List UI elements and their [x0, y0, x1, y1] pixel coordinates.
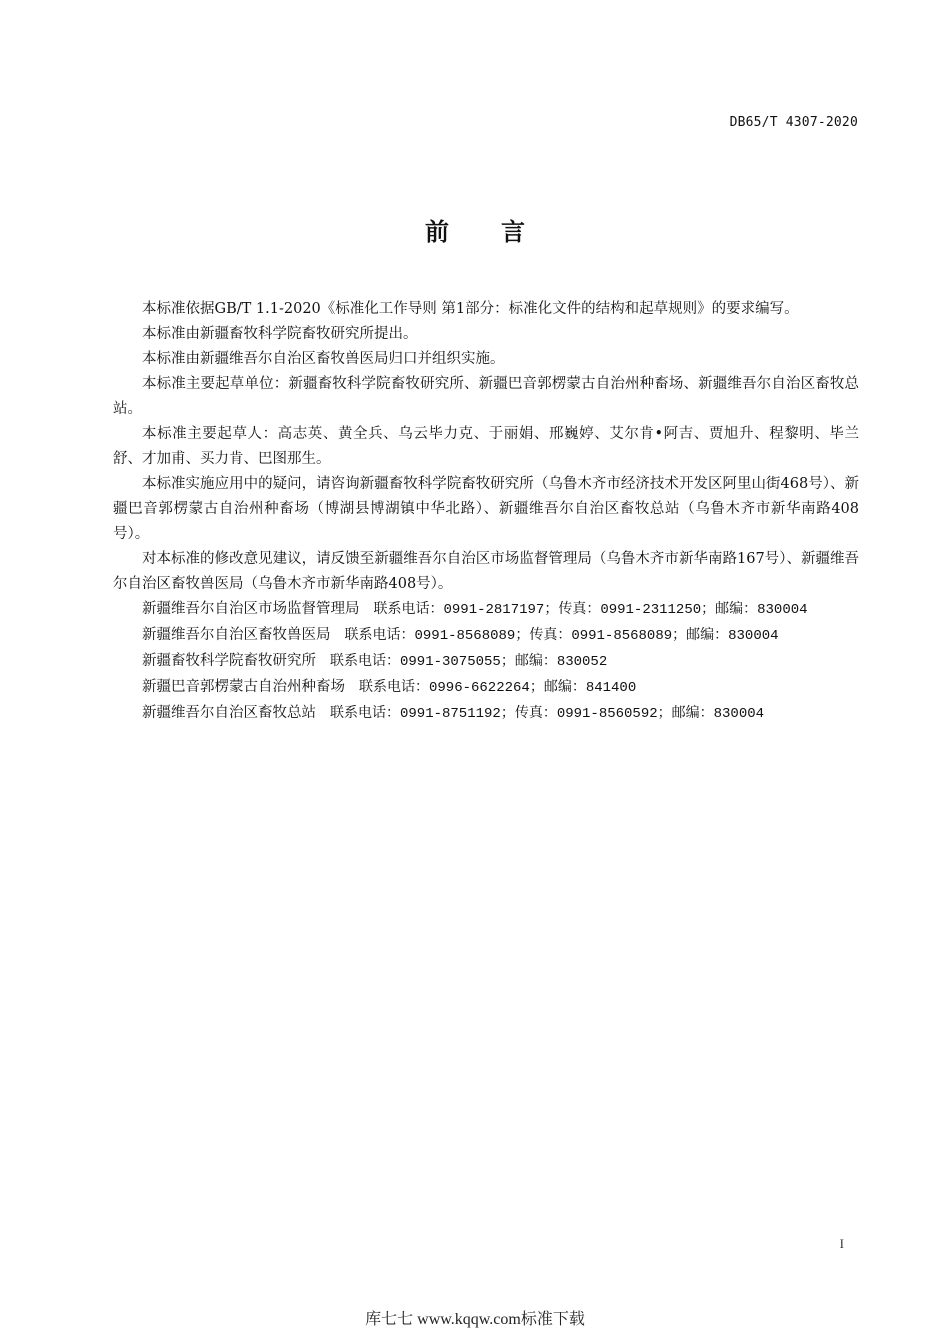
contact-org: 新疆畜牧科学院畜牧研究所	[142, 653, 316, 669]
contact-info: 联系电话：0991-8751192；传真：0991-8560592；邮编：830004	[330, 706, 765, 722]
paragraph-feedback: 对本标准的修改意见建议，请反馈至新疆维吾尔自治区市场监督管理局（乌鲁木齐市新华南路167号）、新疆维吾尔自治区畜牧兽医局（乌鲁木齐市新华南路408号）。	[113, 551, 859, 592]
page-number: I	[839, 1236, 844, 1251]
paragraph-administrator: 本标准由新疆维吾尔自治区畜牧兽医局归口并组织实施。	[142, 351, 505, 367]
footer-watermark: 库七七 www.kqqw.com标准下载	[365, 1311, 585, 1328]
paragraph-drafting-basis: 本标准依据GB/T 1.1-2020《标准化工作导则 第1部分：标准化文件的结构和起草规则》的要求编写。	[142, 301, 799, 317]
contact-line	[113, 623, 859, 649]
contact-line	[113, 597, 859, 623]
contact-info: 联系电话：0996-6622264；邮编：841400	[359, 680, 637, 696]
contact-info: 联系电话：0991-3075055；邮编：830052	[330, 654, 608, 670]
foreword-body	[113, 297, 859, 727]
contact-org: 新疆维吾尔自治区畜牧总站	[142, 705, 316, 721]
contact-info: 联系电话：0991-2817197；传真：0991-2311250；邮编：830004	[373, 602, 808, 618]
paragraph-proposer: 本标准由新疆畜牧科学院畜牧研究所提出。	[142, 326, 418, 342]
contact-org: 新疆维吾尔自治区市场监督管理局	[142, 601, 360, 617]
page-title: 前言	[425, 218, 577, 246]
contact-org: 新疆巴音郭楞蒙古自治州种畜场	[142, 679, 345, 695]
contact-list	[113, 597, 859, 727]
contact-info: 联系电话：0991-8568089；传真：0991-8568089；邮编：830004	[344, 628, 779, 644]
contact-line	[113, 675, 859, 701]
contact-line	[113, 701, 859, 727]
contact-line	[113, 649, 859, 675]
paragraph-drafters: 本标准主要起草人：高志英、黄全兵、乌云毕力克、于丽娟、邢巍婷、艾尔肯•阿吉、贾旭升、程黎明、毕兰舒、才加甫、买力肯、巴图那生。	[113, 426, 859, 467]
document-code: DB65/T 4307-2020	[729, 115, 858, 130]
paragraph-drafting-units: 本标准主要起草单位：新疆畜牧科学院畜牧研究所、新疆巴音郭楞蒙古自治州种畜场、新疆维吾尔自治区畜牧总站。	[113, 376, 859, 417]
paragraph-inquiries: 本标准实施应用中的疑问，请咨询新疆畜牧科学院畜牧研究所（乌鲁木齐市经济技术开发区阿里山街468号）、新疆巴音郭楞蒙古自治州种畜场（博湖县博湖镇中华北路）、新疆维吾尔自治区畜牧总站（乌鲁木齐市新华南路408号）。	[113, 476, 859, 542]
contact-org: 新疆维吾尔自治区畜牧兽医局	[142, 627, 331, 643]
